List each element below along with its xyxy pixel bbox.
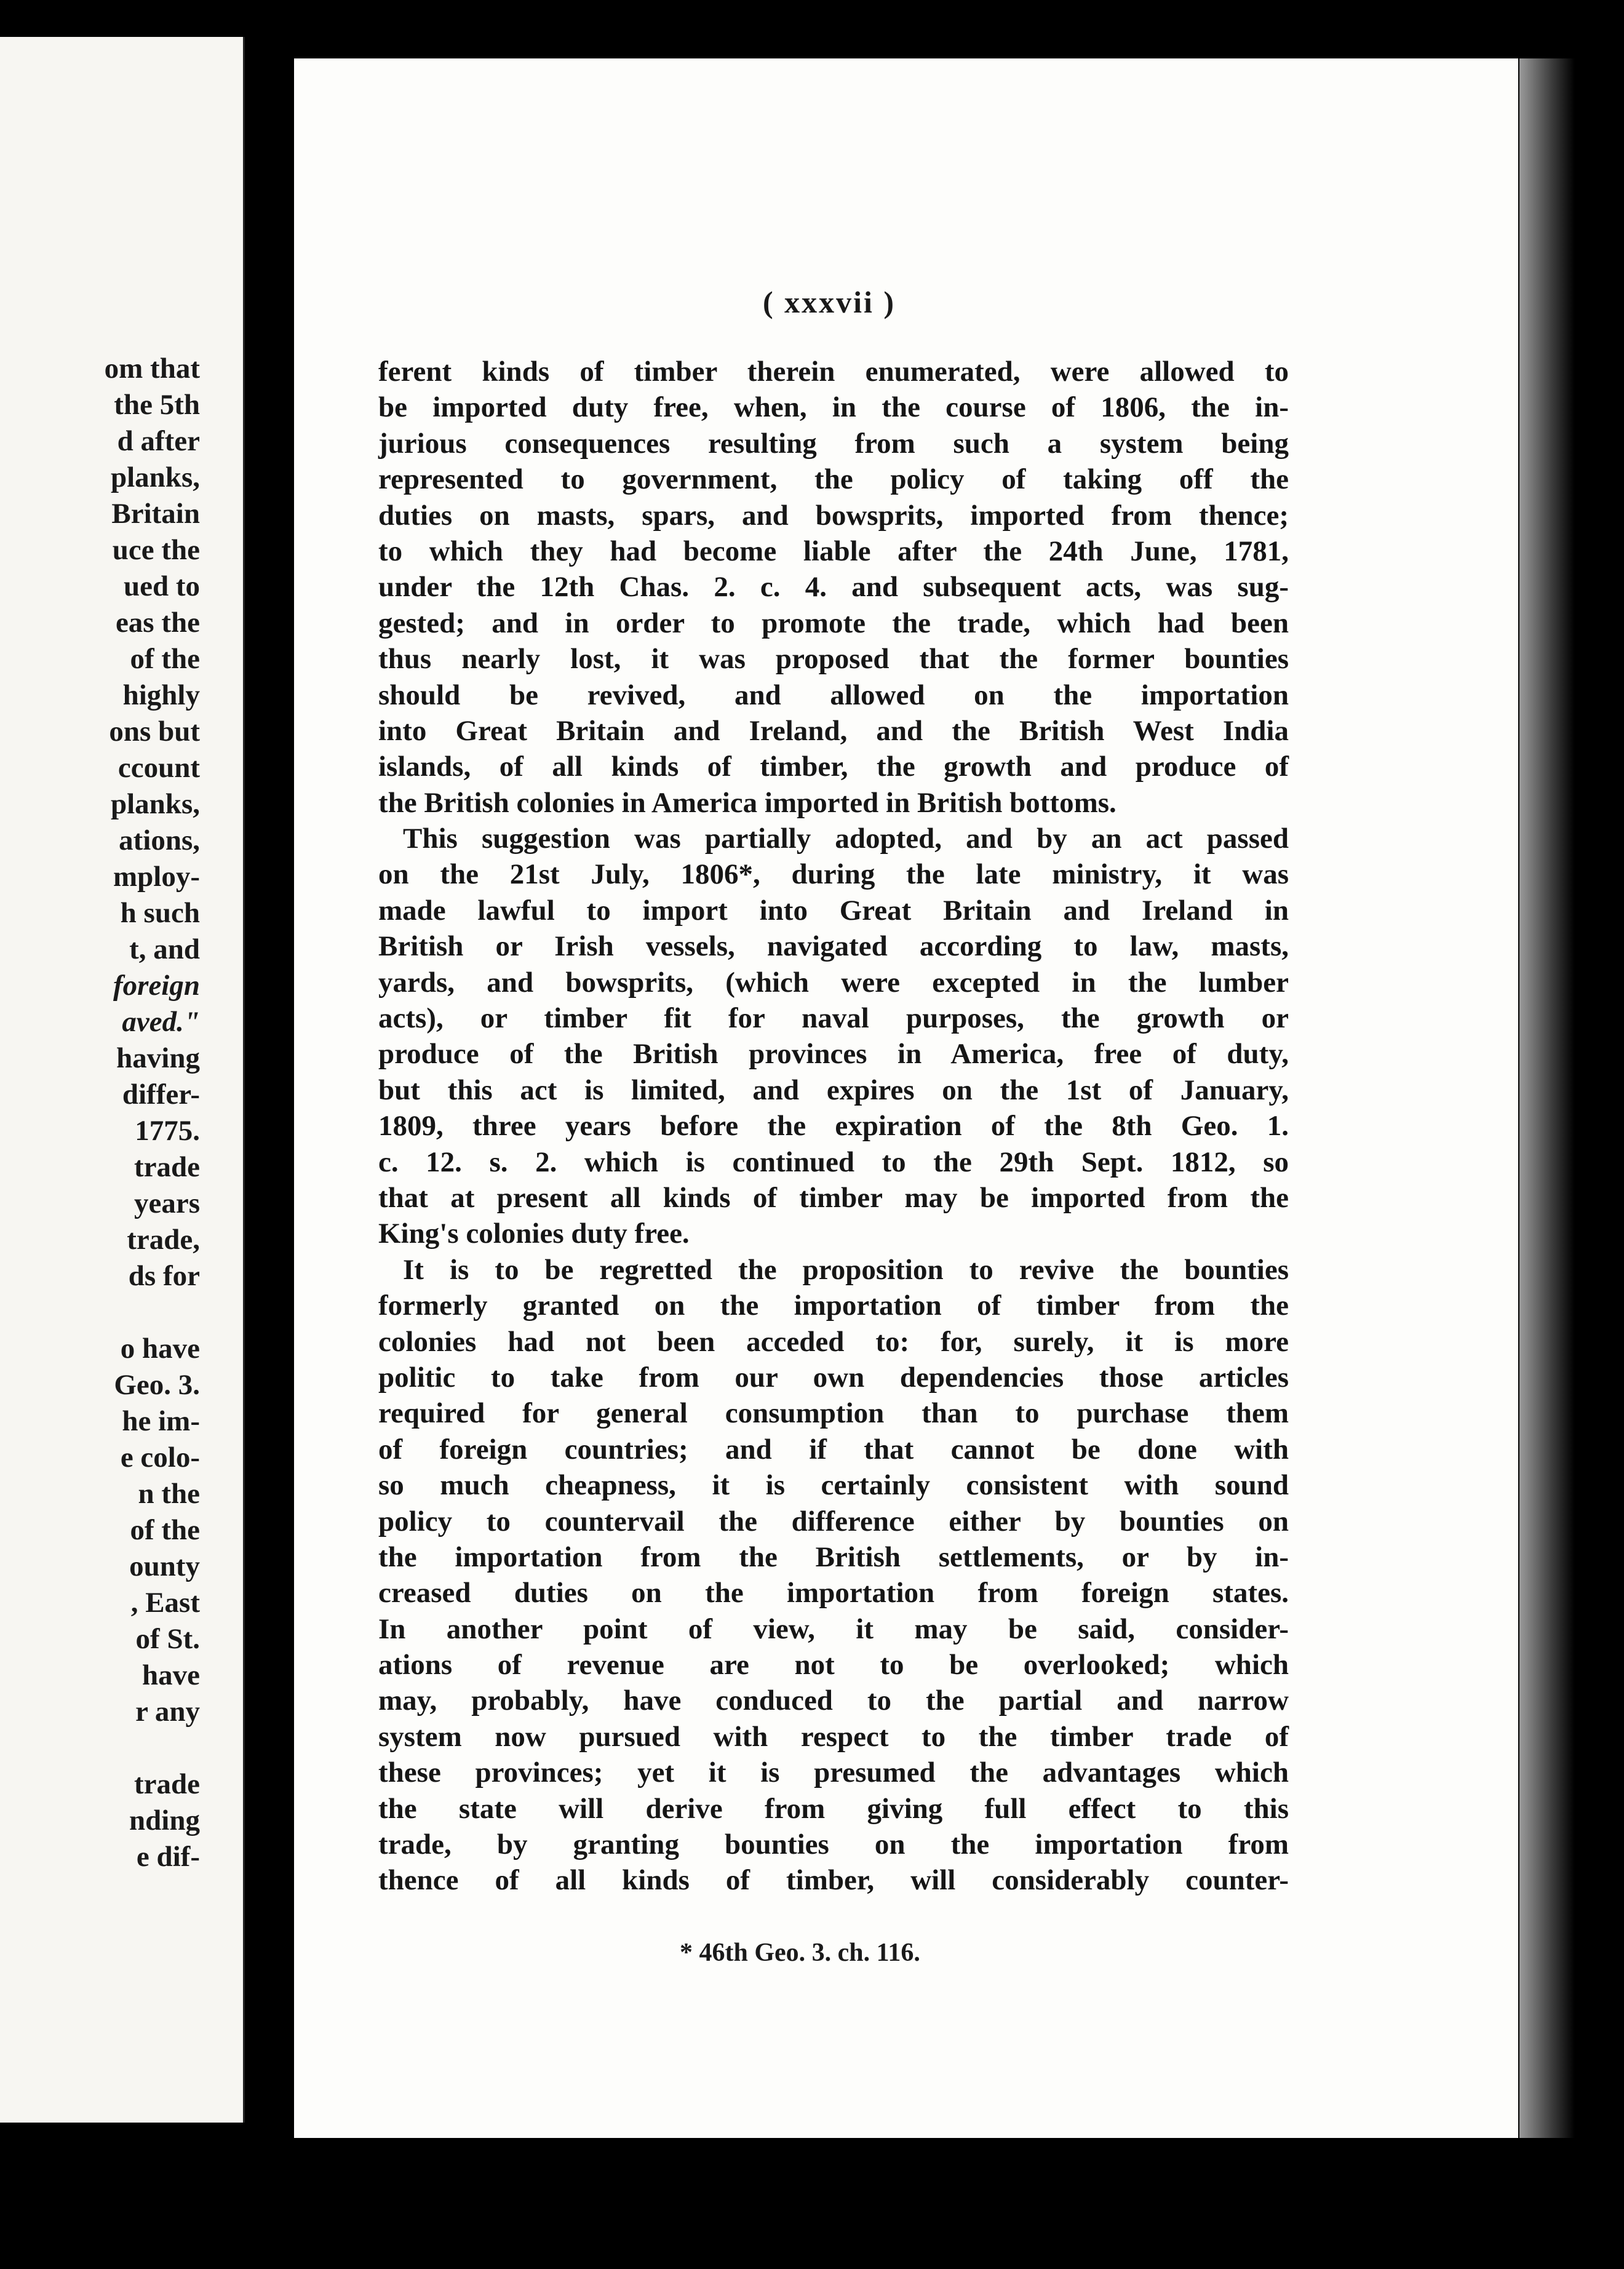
left-facing-page <box>0 37 245 2123</box>
page-number-header: ( xxxvii ) <box>763 285 896 319</box>
text-line: made lawful to import into Great Britain and Ireland in <box>378 894 1289 927</box>
text-line: thence of all kinds of timber, will considerably counter- <box>378 1864 1289 1897</box>
text-line: required for general consumption than to purchase them <box>378 1397 1289 1430</box>
text-line: This suggestion was partially adopted, and by an act passed <box>403 823 1289 855</box>
left-line-gap <box>15 1294 200 1331</box>
left-line: ations, <box>119 824 200 856</box>
left-line: Geo. 3. <box>114 1369 200 1401</box>
text-line: ations of revenue are not to be overlooked; which <box>378 1649 1289 1681</box>
text-line: into Great Britain and Ireland, and the British West India <box>378 714 1289 747</box>
text-line: colonies had not been acceded to: for, surely, it is more <box>378 1325 1289 1358</box>
text-line: islands, of all kinds of timber, the growth and produce of <box>378 751 1289 783</box>
text-line: ferent kinds of timber therein enumerated, were allowed to <box>378 356 1289 388</box>
text-line: jurious consequences resulting from such a system being <box>378 427 1289 460</box>
left-line: eas the <box>115 607 200 639</box>
text-line: duties on masts, spars, and bowsprits, imported from thence; <box>378 499 1289 532</box>
left-line: highly <box>122 679 200 711</box>
text-line: so much cheapness, it is certainly consistent with sound <box>378 1469 1289 1502</box>
left-line: of St. <box>135 1623 200 1655</box>
left-line: e colo- <box>120 1442 200 1473</box>
text-line: thus nearly lost, it was proposed that the former bounties <box>378 643 1289 676</box>
page-edge-shadow <box>1519 58 1575 2138</box>
text-line: King's colonies duty free. <box>378 1218 690 1250</box>
left-line: years <box>133 1187 200 1219</box>
text-line: In another point of view, it may be said, consider- <box>378 1613 1289 1645</box>
left-line: h such <box>120 897 200 929</box>
text-line: should be revived, and allowed on the importation <box>378 679 1289 711</box>
text-line: formerly granted on the importation of timber from the <box>378 1290 1289 1322</box>
left-line: r any <box>135 1696 200 1728</box>
left-line: the 5th <box>114 389 200 421</box>
left-line: of the <box>130 643 200 675</box>
text-line: of foreign countries; and if that cannot be done with <box>378 1433 1289 1465</box>
text-line: that at present all kinds of timber may be imported from the <box>378 1181 1289 1214</box>
left-line: foreign <box>113 970 200 1002</box>
left-line: ounty <box>129 1550 200 1582</box>
left-line: 1775. <box>135 1115 200 1147</box>
left-line: nding <box>129 1804 200 1836</box>
left-line: o have <box>120 1333 200 1365</box>
left-line: d after <box>117 425 200 457</box>
left-line: aved." <box>122 1006 200 1038</box>
left-line: t, and <box>129 933 200 965</box>
left-line: he im- <box>122 1405 200 1437</box>
left-line: planks, <box>110 461 200 493</box>
left-line-gap <box>15 1730 200 1766</box>
left-line: om that <box>104 353 200 385</box>
text-line: politic to take from our own dependencies those articles <box>378 1361 1289 1394</box>
text-line: the British colonies in America imported in British bottoms. <box>378 786 1116 819</box>
left-line: Britain <box>111 498 200 530</box>
text-line: system now pursued with respect to the timber trade of <box>378 1720 1289 1753</box>
text-line: creased duties on the importation from foreign states. <box>378 1577 1289 1609</box>
text-line: on the 21st July, 1806*, during the late ministry, it was <box>378 858 1289 891</box>
left-line: e dif- <box>136 1841 200 1873</box>
left-line: differ- <box>122 1079 200 1111</box>
left-line: n the <box>138 1478 200 1510</box>
text-line: represented to government, the policy of taking off the <box>378 463 1289 496</box>
text-line: but this act is limited, and expires on the 1st of January, <box>378 1074 1289 1106</box>
left-line: trade, <box>127 1224 200 1256</box>
left-line: trade <box>133 1151 200 1183</box>
left-line: ds for <box>128 1260 200 1292</box>
left-line: planks, <box>110 788 200 820</box>
left-line: of the <box>130 1514 200 1546</box>
left-line: uce the <box>112 534 200 566</box>
text-line: gested; and in order to promote the trade, which had been <box>378 607 1289 639</box>
left-line: having <box>116 1042 200 1074</box>
left-line: mploy- <box>113 861 200 893</box>
left-line: ons but <box>109 716 200 748</box>
text-line: the state will derive from giving full effect to this <box>378 1792 1289 1825</box>
text-line: the importation from the British settlements, or by in- <box>378 1541 1289 1573</box>
text-line: be imported duty free, when, in the course of 1806, the in- <box>378 391 1289 424</box>
body-text <box>378 354 1289 1899</box>
left-line: ccount <box>117 752 200 784</box>
text-line: produce of the British provinces in America, free of duty, <box>378 1038 1289 1071</box>
text-line: 1809, three years before the expiration of the 8th Geo. 1. <box>378 1110 1289 1142</box>
text-line: policy to countervail the difference either by bounties on <box>378 1505 1289 1537</box>
text-line: c. 12. s. 2. which is continued to the 29th Sept. 1812, so <box>378 1146 1289 1178</box>
text-line: to which they had become liable after the 24th June, 1781, <box>378 535 1289 567</box>
text-line: these provinces; yet it is presumed the advantages which <box>378 1757 1289 1789</box>
text-line: trade, by granting bounties on the importation from <box>378 1828 1289 1861</box>
footnote: * 46th Geo. 3. ch. 116. <box>680 1939 920 1967</box>
left-page-text-fragments <box>15 351 200 1875</box>
left-line: have <box>142 1659 200 1691</box>
left-line: , East <box>130 1587 200 1619</box>
text-line: under the 12th Chas. 2. c. 4. and subsequent acts, was sug- <box>378 571 1289 604</box>
text-line: British or Irish vessels, navigated according to law, masts, <box>378 930 1289 963</box>
text-line: It is to be regretted the proposition to revive the bounties <box>403 1253 1289 1286</box>
left-line: ued to <box>123 570 200 602</box>
left-line: trade <box>133 1768 200 1800</box>
text-line: acts), or timber fit for naval purposes, the growth or <box>378 1002 1289 1035</box>
text-line: may, probably, have conduced to the partial and narrow <box>378 1685 1289 1717</box>
text-line: yards, and bowsprits, (which were excepted in the lumber <box>378 966 1289 999</box>
